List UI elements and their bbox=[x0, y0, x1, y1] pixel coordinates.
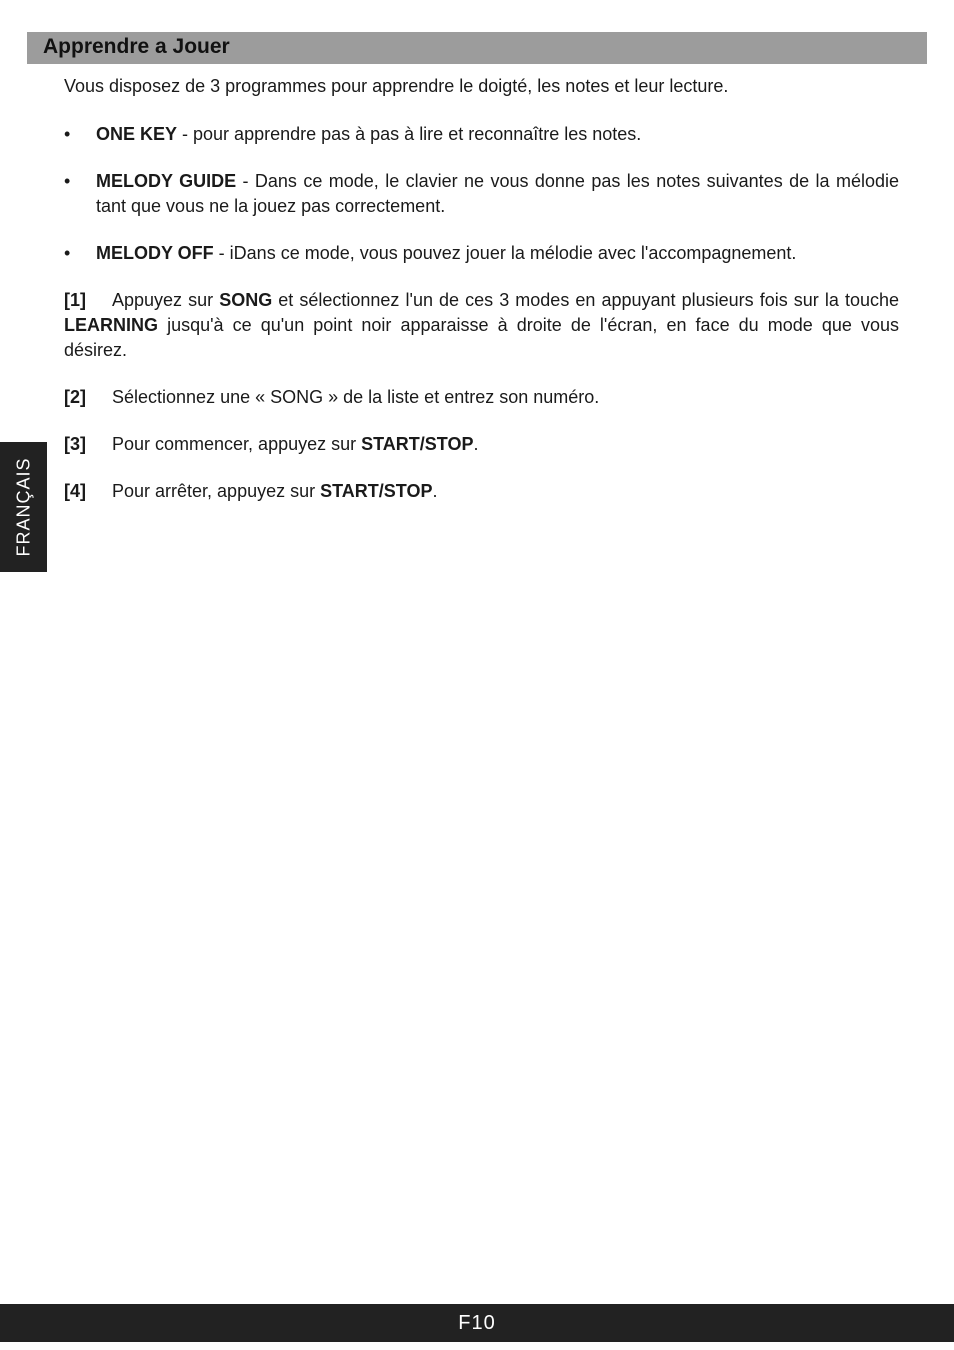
bullet-marker: • bbox=[64, 243, 71, 263]
step-text: et sélectionnez l'un de ces 3 modes en appuyant plusieurs fois sur la touche bbox=[272, 290, 899, 310]
bullet-term: MELODY OFF bbox=[96, 243, 214, 263]
bullet-item-melody-guide bbox=[64, 169, 899, 219]
bullet-item-melody-off bbox=[64, 241, 899, 266]
bullet-text: - Dans ce mode, le clavier ne vous donne pas les notes suivantes de la mélodie tant que vous ne la jouez pas correctement. bbox=[96, 171, 899, 216]
step-2 bbox=[64, 385, 899, 410]
step-text: Pour commencer, appuyez sur bbox=[112, 434, 362, 454]
footer-bar bbox=[0, 1304, 954, 1342]
step-number: [2] bbox=[64, 387, 86, 407]
step-key: SONG bbox=[219, 290, 273, 310]
language-label: FRANÇAIS bbox=[13, 457, 33, 557]
language-side-tab bbox=[0, 442, 47, 572]
step-1 bbox=[64, 288, 899, 363]
bullet-text: - pour apprendre pas à pas à lire et reconnaître les notes. bbox=[177, 124, 642, 144]
bullet-text: - iDans ce mode, vous pouvez jouer la mélodie avec l'accompagnement. bbox=[213, 243, 797, 263]
bullet-term: ONE KEY bbox=[96, 124, 178, 144]
step-text: Sélectionnez une « SONG » de la liste et entrez son numéro. bbox=[112, 387, 600, 407]
step-text: . bbox=[473, 434, 479, 454]
bullet-marker: • bbox=[64, 124, 71, 144]
step-text: jusqu'à ce qu'un point noir apparaisse à droite de l'écran, en face du mode que vous désirez. bbox=[64, 315, 899, 360]
step-text: Pour arrêter, appuyez sur bbox=[112, 481, 321, 501]
step-text: . bbox=[432, 481, 438, 501]
page-number: F10 bbox=[458, 1312, 496, 1334]
intro-paragraph: Vous disposez de 3 programmes pour apprendre le doigté, les notes et leur lecture. bbox=[64, 76, 729, 96]
step-number: [3] bbox=[64, 434, 86, 454]
step-number: [4] bbox=[64, 481, 86, 501]
step-text: Appuyez sur bbox=[112, 290, 220, 310]
step-key: START/STOP bbox=[320, 481, 433, 501]
step-key: LEARNING bbox=[64, 315, 158, 335]
bullet-item-one-key bbox=[64, 122, 899, 147]
bullet-term: MELODY GUIDE bbox=[96, 171, 237, 191]
step-4 bbox=[64, 479, 899, 504]
bullet-marker: • bbox=[64, 171, 71, 191]
step-number: [1] bbox=[64, 290, 86, 310]
section-header-bar bbox=[27, 32, 927, 64]
step-3 bbox=[64, 432, 899, 457]
step-key: START/STOP bbox=[361, 434, 474, 454]
page-content bbox=[64, 74, 899, 526]
section-title: Apprendre a Jouer bbox=[43, 35, 230, 58]
